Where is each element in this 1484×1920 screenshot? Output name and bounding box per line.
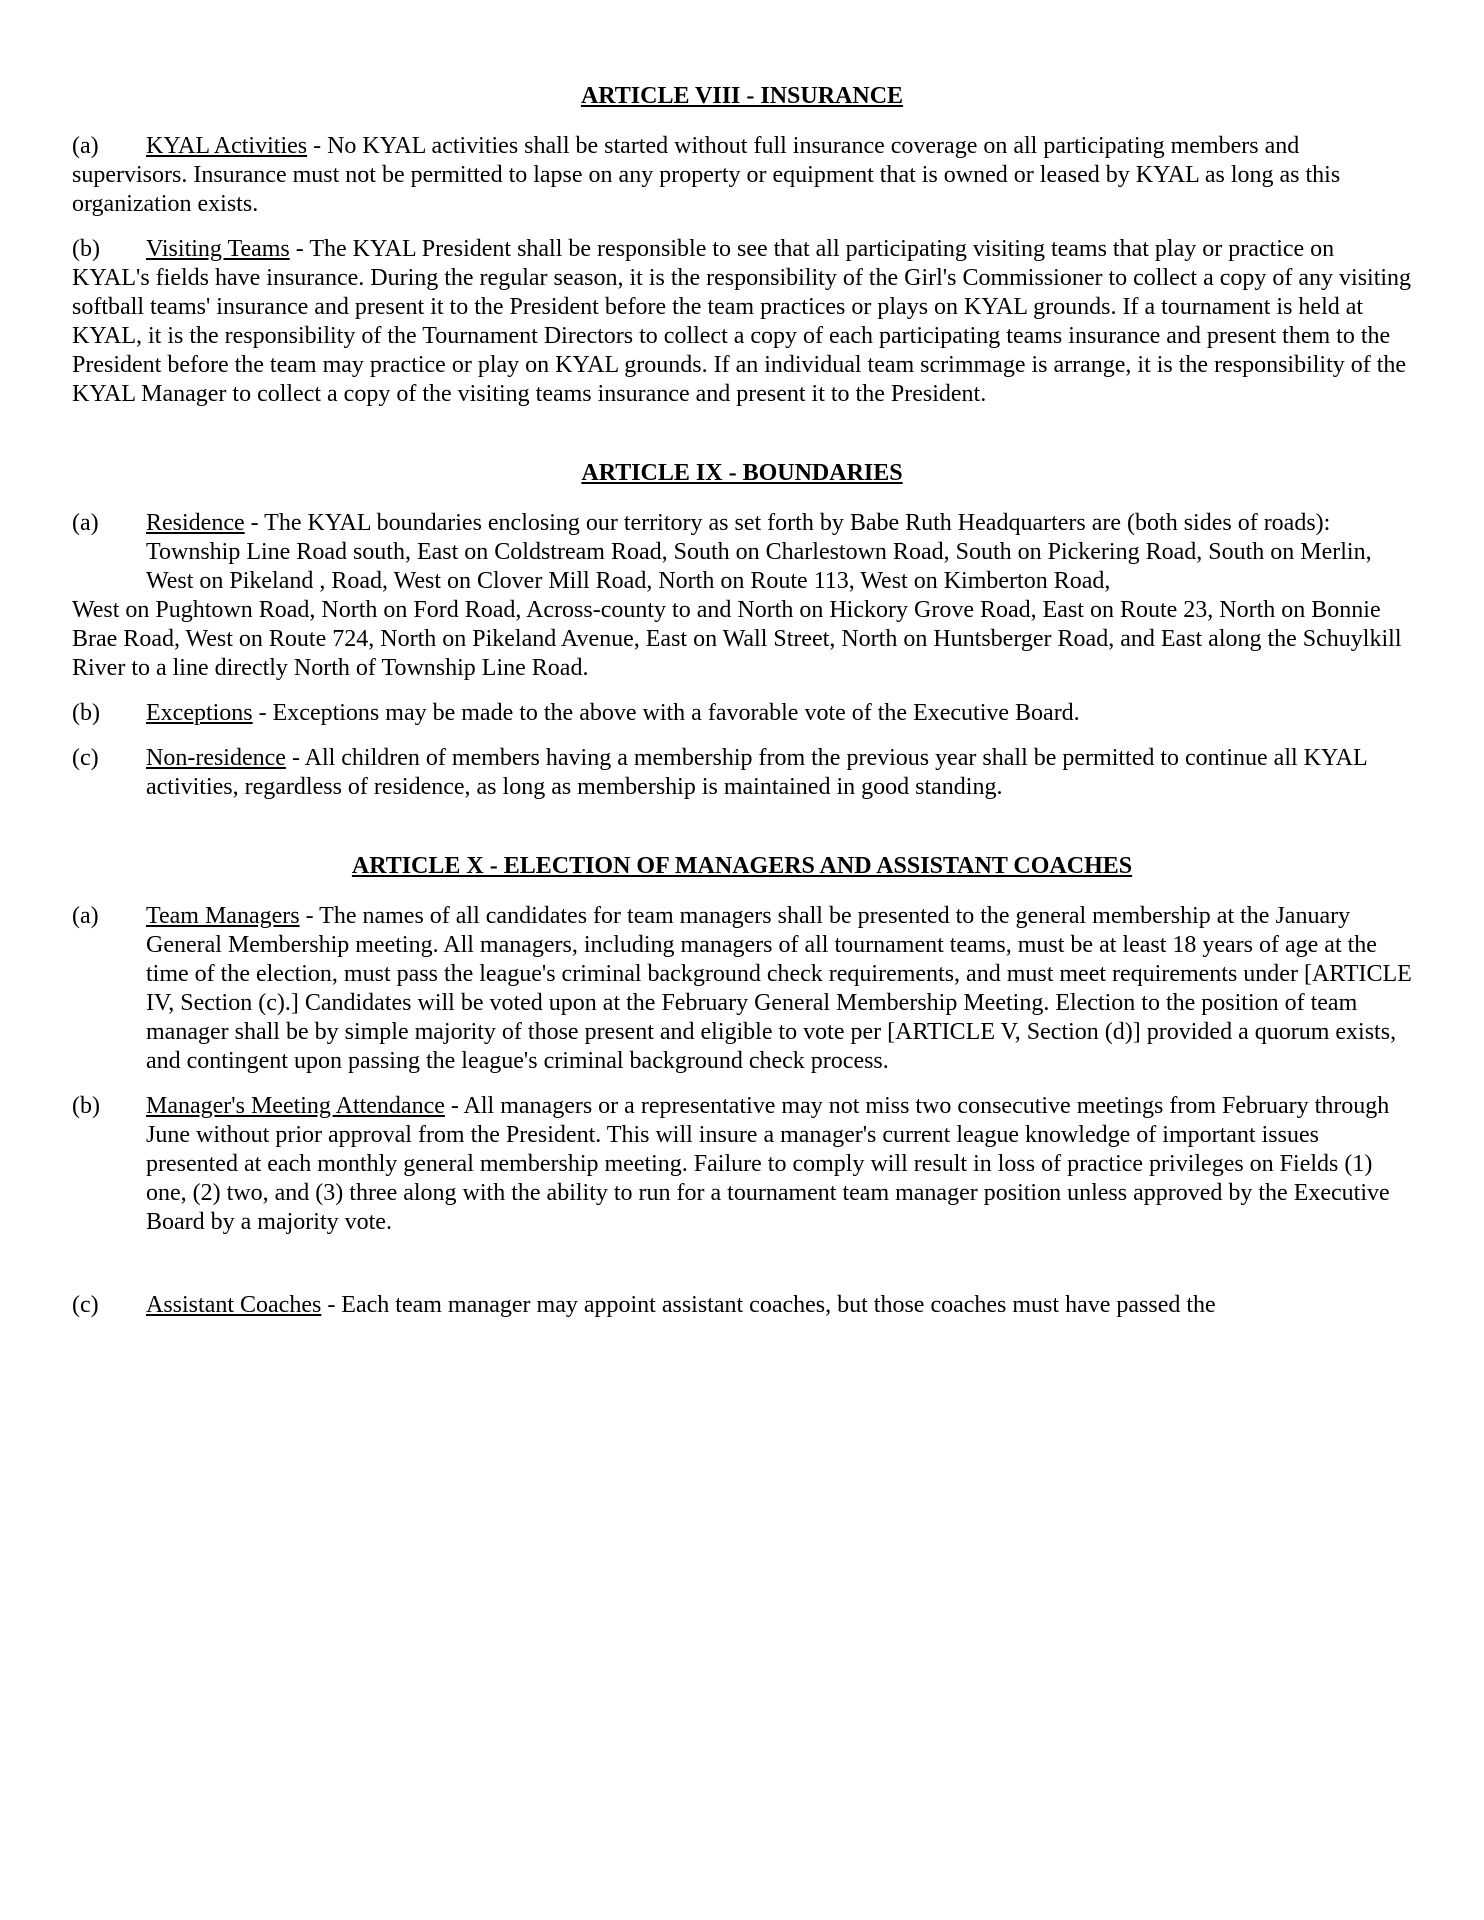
paragraph-term: Team Managers	[146, 903, 300, 929]
paragraph-term: KYAL Activities	[146, 133, 308, 159]
paragraph-text: - Exceptions may be made to the above with a favorable vote of the Executive Board.	[258, 700, 1080, 726]
paragraph	[72, 744, 1412, 802]
paragraph	[72, 1291, 1412, 1320]
paragraph	[72, 235, 1412, 409]
paragraph-term: Residence	[146, 510, 245, 536]
paragraph-text: - No KYAL activities shall be started without full insurance coverage on all participating members and supervisors. Insurance must not be permitted to lapse on any property or equipment that is owned or leased by KYAL as long as this organization exists.	[72, 133, 1341, 217]
paragraph-text: - The KYAL President shall be responsible to see that all participating visiting teams that play or practice on KYAL's fields have insurance. During the regular season, it is the responsibility of the Girl's Commissioner to collect a copy of any visiting softball teams' insurance and present it to the President before the team practices or plays on KYAL grounds. If a tournament is held at KYAL, it is the responsibility of the Tournament Directors to collect a copy of each participating teams insurance and present them to the President before the team may practice or play on KYAL grounds. If an individual team scrimmage is arrange, it is the responsibility of the KYAL Manager to collect a copy of the visiting teams insurance and present it to the President.	[72, 236, 1412, 407]
paragraph-label: (a)	[72, 510, 99, 536]
paragraph-term: Manager's Meeting Attendance	[146, 1093, 445, 1119]
section-heading-text: ARTICLE VIII - INSURANCE	[580, 83, 904, 109]
section-heading-text: ARTICLE IX - BOUNDARIES	[581, 460, 903, 486]
paragraph-term: Visiting Teams	[146, 236, 290, 262]
paragraph-text: - The names of all candidates for team managers shall be presented to the general membership at the January General Membership meeting. All managers, including managers of all tournament teams, must be at least 18 years of age at the time of the election, must pass the league's criminal background check requirements, and must meet requirements under [ARTICLE IV, Section (c).] Candidates will be voted upon at the February General Membership Meeting. Election to the position of team manager shall be by simple majority of those present and eligible to vote per [ARTICLE V, Section (d)] provided a quorum exists, and contingent upon passing the league's criminal background check process.	[146, 903, 1412, 1074]
paragraph	[72, 509, 1412, 596]
paragraph-term: Non-residence	[146, 745, 286, 771]
paragraph-text: - All children of members having a membership from the previous year shall be permitted to continue all KYAL activities, regardless of residence, as long as membership is maintained in good standing.	[146, 745, 1367, 800]
section-article-x-election	[72, 852, 1412, 1320]
paragraph-label: (c)	[72, 745, 99, 771]
paragraph-term: Exceptions	[146, 700, 253, 726]
paragraph-text: - All managers or a representative may not miss two consecutive meetings from February through June without prior approval from the President. This will insure a manager's current league knowledge of important issues presented at each monthly general membership meeting. Failure to comply will result in loss of practice privileges on Fields (1) one, (2) two, and (3) three along with the ability to run for a tournament team manager position unless approved by the Executive Board by a majority vote.	[146, 1093, 1390, 1235]
paragraph-label: (b)	[72, 236, 100, 262]
paragraph	[72, 902, 1412, 1076]
paragraph-label: (c)	[72, 1292, 99, 1318]
section-article-ix-boundaries	[72, 459, 1412, 802]
paragraph-label: (b)	[72, 700, 100, 726]
paragraph-label: (b)	[72, 1093, 100, 1119]
paragraph	[72, 699, 1412, 728]
paragraph-continuation	[72, 596, 1412, 683]
paragraph-label: (a)	[72, 133, 99, 159]
section-article-viii-insurance	[72, 82, 1412, 409]
paragraph-term: Assistant Coaches	[146, 1292, 322, 1318]
paragraph	[72, 132, 1412, 219]
section-heading	[72, 459, 1412, 488]
paragraph-text: - Each team manager may appoint assistant coaches, but those coaches must have passed the	[327, 1292, 1216, 1318]
section-heading	[72, 852, 1412, 881]
section-heading-text: ARTICLE X - ELECTION OF MANAGERS AND ASSISTANT COACHES	[351, 853, 1133, 879]
paragraph-text: West on Pughtown Road, North on Ford Road, Across-county to and North on Hickory Grove Road, East on Route 23, North on Bonnie Brae Road, West on Route 724, North on Pikeland Avenue, East on Wall Street, North on Huntsberger Road, and East along the Schuylkill River to a line directly North of Township Line Road.	[72, 597, 1402, 681]
section-heading	[72, 82, 1412, 111]
paragraph-label: (a)	[72, 903, 99, 929]
paragraph-text: - The KYAL boundaries enclosing our territory as set forth by Babe Ruth Headquarters are (both sides of roads): Township Line Road south, East on Coldstream Road, South on Charlestown Road, South on Pickering Road, South on Merlin, West on Pikeland , Road, West on Clover Mill Road, North on Route 113, West on Kimberton Road,	[146, 510, 1372, 594]
paragraph	[72, 1092, 1412, 1237]
